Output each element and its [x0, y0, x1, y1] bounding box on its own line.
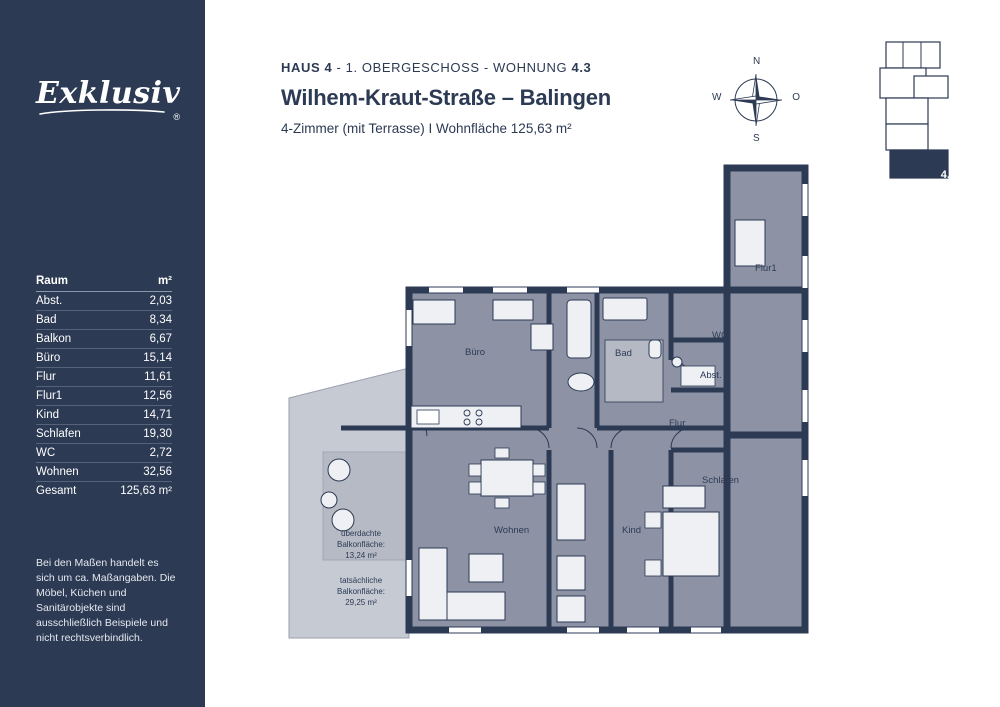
room-area: 19,30: [143, 428, 172, 440]
room-label-flur1: Flur1: [755, 263, 777, 274]
total-label: Gesamt: [36, 485, 77, 497]
unit-badge: 4.3: [940, 169, 956, 181]
building-key-diagram: [878, 38, 958, 183]
breadcrumb-house-label: HAUS: [281, 60, 321, 75]
total-area: 125,63 m²: [120, 485, 172, 497]
wall-outline-right: [727, 430, 805, 630]
balcony-actual-line3: 29,25 m²: [345, 598, 377, 607]
coffee-table: [469, 554, 503, 582]
table-row: [36, 444, 172, 463]
cabinet: [493, 300, 533, 320]
room-name: Schlafen: [36, 428, 81, 440]
dining-chair: [469, 482, 481, 494]
room-label-bad: Bad: [615, 348, 632, 359]
room-area: 11,61: [144, 371, 172, 383]
wall-outline-connector: [727, 290, 805, 435]
floor-plan: [281, 160, 821, 660]
table-row: [36, 311, 172, 330]
hall-closet: [735, 220, 765, 266]
room-area: 6,67: [149, 333, 172, 345]
room-area: 8,34: [149, 314, 172, 326]
room-name: Wohnen: [36, 466, 79, 478]
table-row: [36, 330, 172, 349]
sink: [568, 373, 594, 391]
room-label-flur: Flur: [669, 418, 686, 429]
compass-east-label: O: [792, 92, 800, 103]
room-name: Abst.: [36, 295, 63, 307]
breadcrumb-floor: - 1. OBERGESCHOSS - WOHNUNG: [336, 60, 568, 75]
dining-chair: [495, 448, 509, 458]
page-title: Wilhem-Kraut-Straße – Balingen: [281, 85, 611, 110]
building-key-icon: [878, 38, 958, 183]
brand-logo-text: Exklusiv: [36, 76, 181, 111]
column-header-area: m²: [157, 275, 172, 287]
column-header-room: Raum: [36, 275, 68, 287]
armchair: [531, 324, 553, 350]
table-total-row: [36, 482, 172, 500]
room-label-kind: Kind: [622, 525, 642, 536]
table-row: [36, 425, 172, 444]
balcony-actual-line1: tatsächliche: [339, 576, 383, 585]
compass-icon: [714, 58, 798, 142]
sofa: [419, 548, 447, 620]
sidebar: [0, 0, 205, 707]
room-area-table: [36, 272, 172, 500]
header: [281, 60, 701, 136]
sofa-chaise: [447, 592, 505, 620]
room-name: Flur: [36, 371, 56, 383]
bathtub: [567, 300, 591, 358]
desk: [413, 300, 455, 324]
table-row: [36, 406, 172, 425]
breadcrumb-house-number: 4: [324, 60, 333, 75]
table-header-row: [36, 272, 172, 292]
room-area: 14,71: [143, 409, 172, 421]
table-row: [36, 368, 172, 387]
compass-west-label: W: [712, 92, 722, 103]
room-name: WC: [36, 447, 56, 459]
wardrobe: [663, 486, 705, 508]
room-label-schlafen: Schlafen: [702, 475, 739, 486]
room-name: Kind: [36, 409, 60, 421]
dining-chair: [533, 482, 545, 494]
room-label-wc: WC: [712, 330, 728, 341]
dining-chair: [495, 498, 509, 508]
nightstand: [645, 560, 661, 576]
double-bed: [663, 512, 719, 576]
room-name: Büro: [36, 352, 61, 364]
room-area: 2,72: [149, 447, 172, 459]
disclaimer-text: Bei den Maßen handelt es sich um ca. Maßangaben. Die Möbel, Küchen und Sanitärobjekte sind ausschließlich Beispiele und nicht rechtsverbindlich.: [36, 557, 176, 644]
table-row: [36, 349, 172, 368]
page-subtitle: 4-Zimmer (mit Terrasse) I Wohnfläche 125,63 m²: [281, 121, 572, 136]
kids-desk: [557, 556, 585, 590]
compass-south-label: S: [753, 133, 760, 144]
balcony-covered-line1: überdachte: [341, 529, 382, 538]
kitchen-sink: [417, 410, 439, 424]
balcony-actual-note: [337, 575, 385, 608]
breadcrumb-unit-number: 4.3: [571, 60, 592, 75]
room-label-wohnen: Wohnen: [494, 525, 530, 536]
table-row: [36, 463, 172, 482]
wc-sink: [672, 357, 682, 367]
brand-registered-mark: ®: [173, 112, 180, 122]
room-name: Bad: [36, 314, 57, 326]
room-area: 32,56: [143, 466, 172, 478]
room-area: 2,03: [149, 295, 172, 307]
balcony-covered-note: [337, 528, 385, 561]
kids-bed: [557, 484, 585, 540]
room-area: 15,14: [143, 352, 172, 364]
logo-swoosh-icon: [38, 108, 168, 118]
brand-logo: [36, 76, 181, 126]
nightstand: [645, 512, 661, 528]
room-name: Balkon: [36, 333, 72, 345]
shower: [603, 298, 647, 320]
dining-chair: [533, 464, 545, 476]
balcony-covered-line3: 13,24 m²: [345, 551, 377, 560]
kids-shelf: [557, 596, 585, 622]
unit-breadcrumb: [281, 60, 701, 75]
balcony-table: [321, 492, 337, 508]
room-area: 12,56: [143, 390, 172, 402]
room-label-buero: Büro: [465, 347, 486, 358]
toilet: [649, 340, 661, 358]
table-row: [36, 387, 172, 406]
dining-table: [481, 460, 533, 496]
table-row: [36, 292, 172, 311]
balcony-actual-line2: Balkonfläche:: [337, 587, 386, 596]
room-name: Flur1: [36, 390, 63, 402]
compass-north-label: N: [753, 56, 761, 67]
balcony-covered-line2: Balkonfläche:: [337, 540, 386, 549]
balcony-chair: [328, 459, 350, 481]
room-label-abst: Abst.: [700, 370, 722, 381]
dining-chair: [469, 464, 481, 476]
compass-rose: [714, 58, 798, 142]
